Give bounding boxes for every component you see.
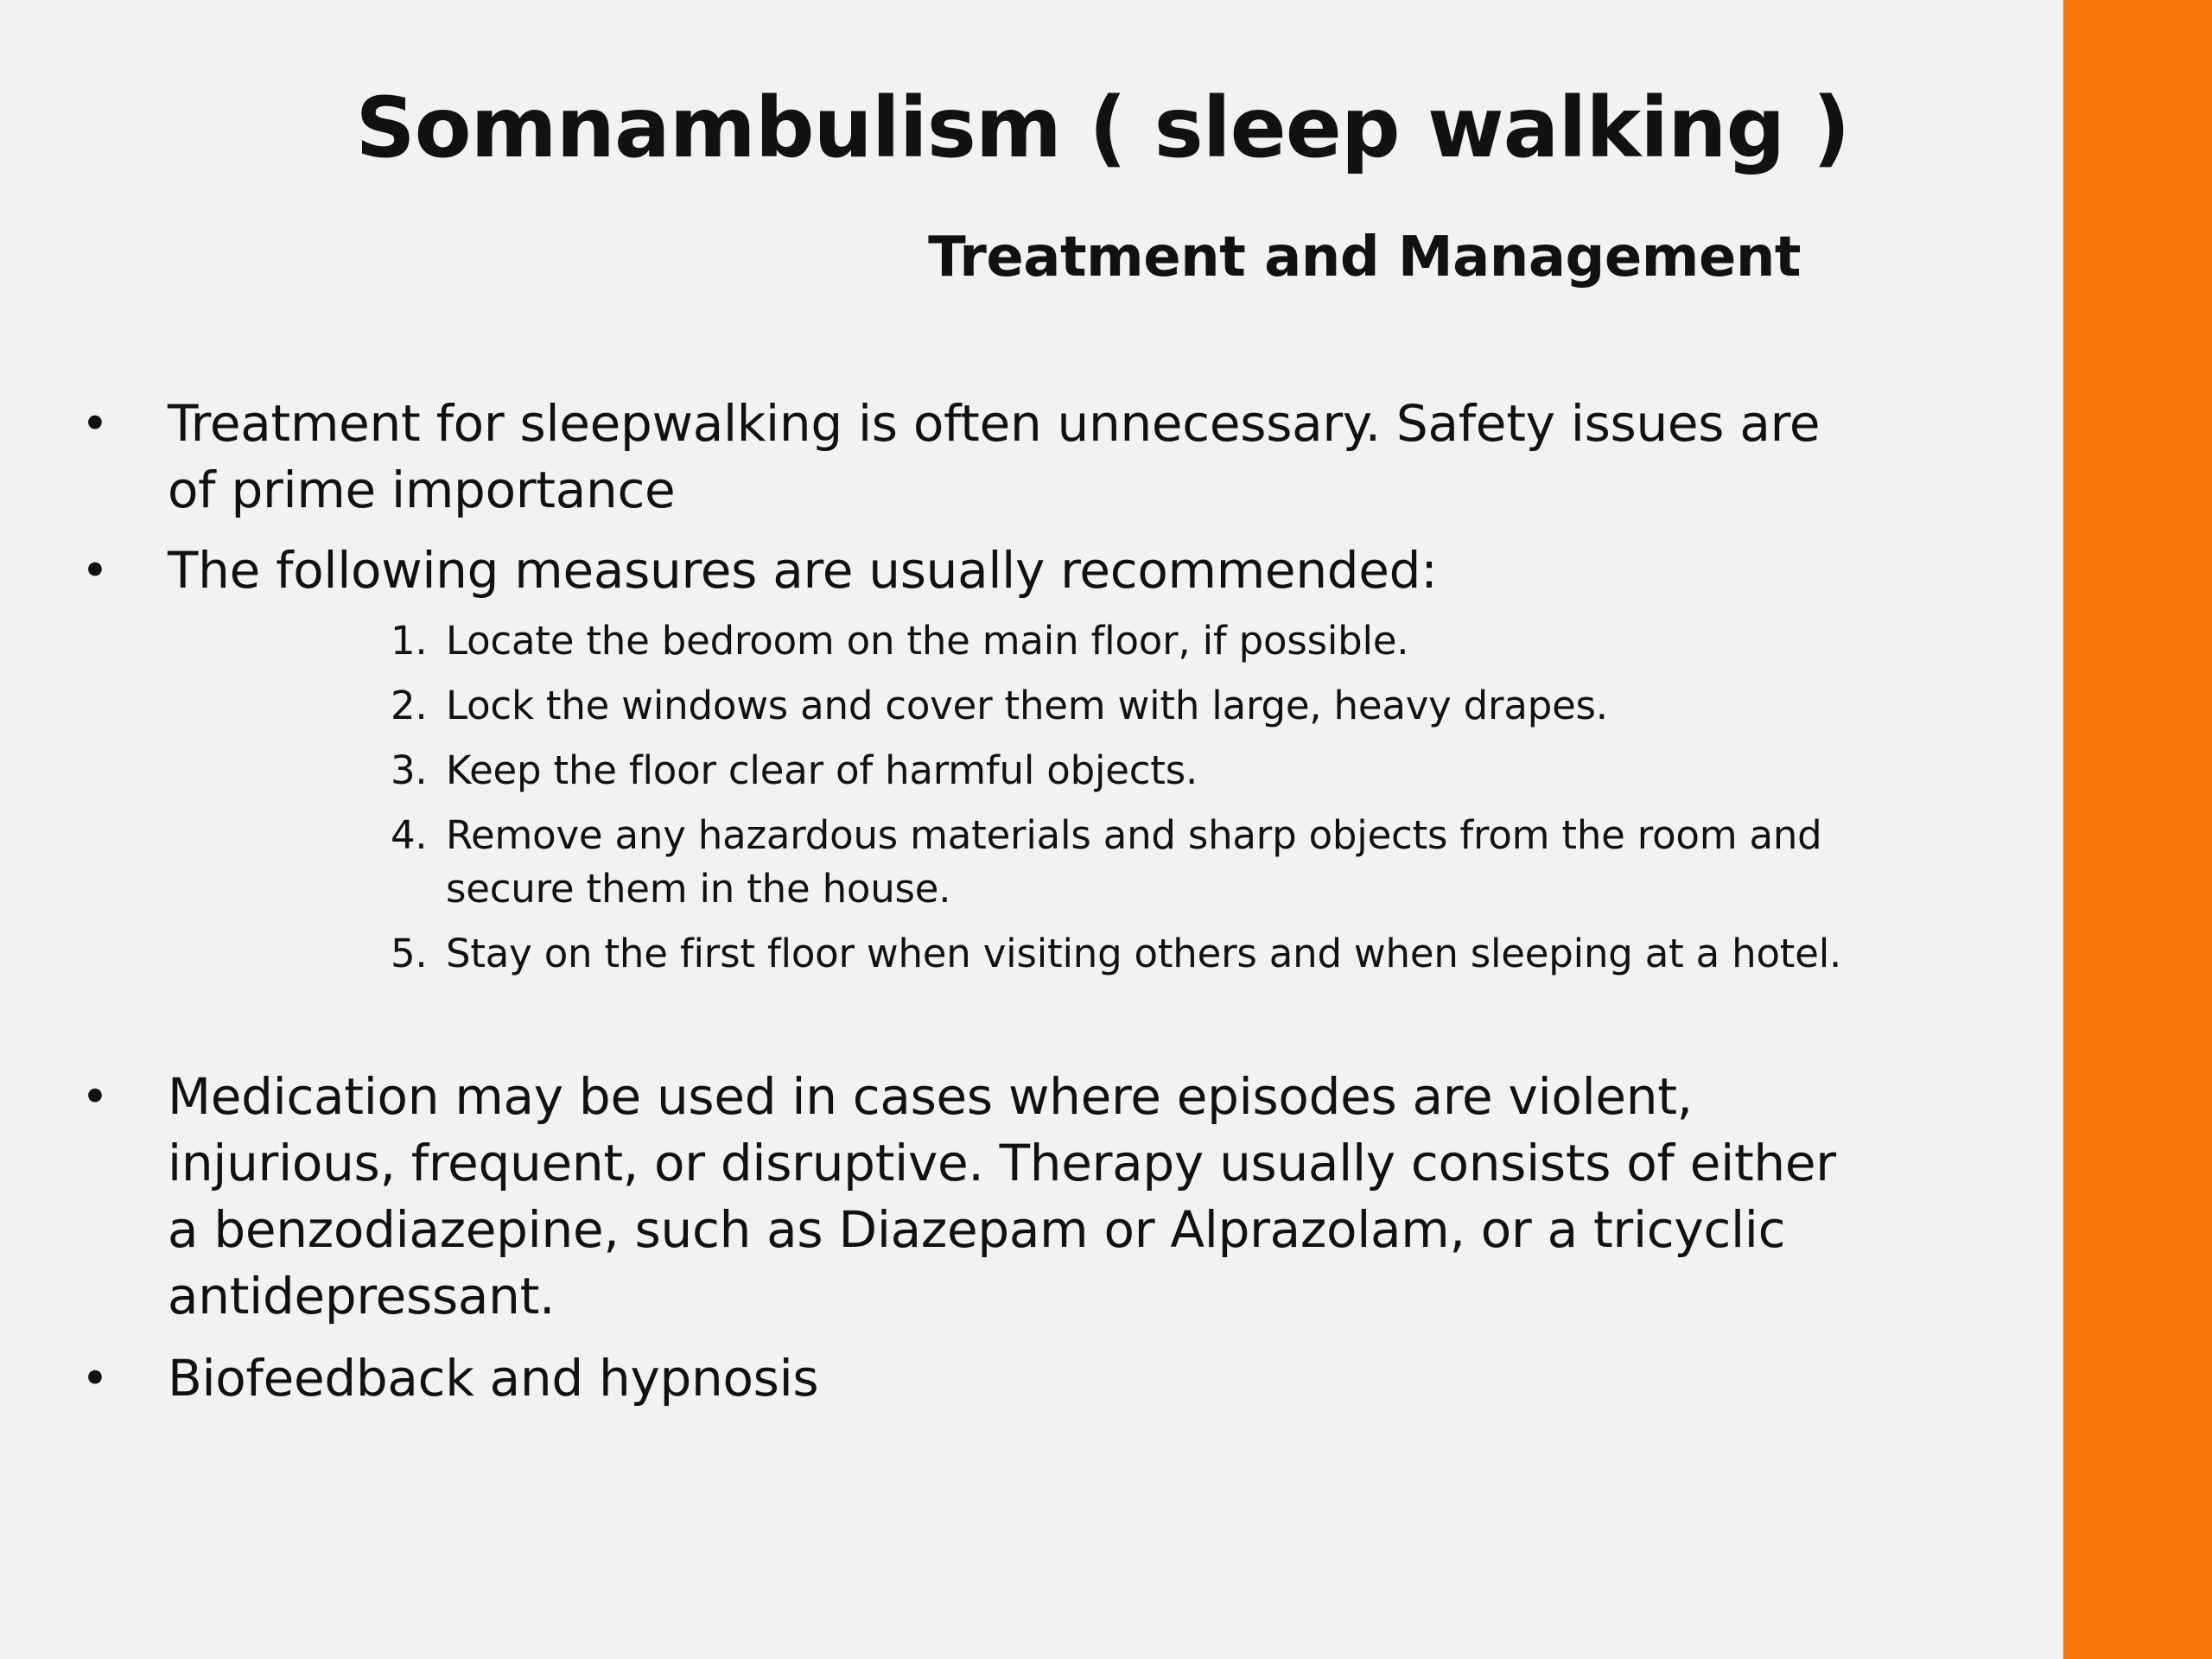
bullet-marker: • bbox=[81, 397, 109, 451]
slide-body bbox=[81, 391, 1861, 1412]
measure-number: 2. bbox=[391, 683, 428, 728]
measure-item bbox=[391, 614, 1861, 668]
measure-item bbox=[391, 809, 1861, 916]
measure-number: 3. bbox=[391, 747, 428, 793]
bullet-text: Medication may be used in cases where episodes are violent, injurious, frequent, or disruptive. Therapy usually consists of either a benzodiazepine, such as Diazepam or Alprazolam, or a tricyclic antidepressant. bbox=[168, 1067, 1836, 1325]
measure-item bbox=[391, 744, 1861, 798]
measure-text: Stay on the first floor when visiting others and when sleeping at a hotel. bbox=[446, 931, 1842, 976]
measure-item bbox=[391, 927, 1861, 981]
bullet-marker: • bbox=[81, 1070, 109, 1124]
bullet-marker: • bbox=[81, 1351, 109, 1406]
accent-bar bbox=[2063, 0, 2212, 1659]
slide-title-text: Somnambulism ( sleep walking ) bbox=[355, 79, 1850, 176]
measure-text: Remove any hazardous materials and sharp objects from the room and secure them in the house. bbox=[446, 812, 1822, 912]
bullet-item bbox=[81, 1064, 1861, 1330]
measures-list bbox=[168, 614, 1861, 981]
measure-item bbox=[391, 679, 1861, 733]
measure-number: 4. bbox=[391, 812, 428, 858]
bullet-text: Biofeedback and hypnosis bbox=[168, 1349, 819, 1408]
bullet-item bbox=[81, 537, 1861, 981]
measure-number: 1. bbox=[391, 618, 428, 664]
measure-number: 5. bbox=[391, 931, 428, 976]
measure-text: Lock the windows and cover them with large, heavy drapes. bbox=[446, 683, 1608, 728]
measure-text: Locate the bedroom on the main floor, if possible. bbox=[446, 618, 1409, 664]
slide-title bbox=[0, 76, 2212, 180]
bullet-item bbox=[81, 391, 1861, 524]
bullet-item bbox=[81, 1345, 1861, 1412]
measure-text: Keep the floor clear of harmful objects. bbox=[446, 747, 1198, 793]
bullet-marker: • bbox=[81, 543, 109, 598]
bullet-text: Treatment for sleepwalking is often unnecessary. Safety issues are of prime importance bbox=[168, 394, 1821, 519]
bullet-text: The following measures are usually recommended: bbox=[168, 541, 1438, 600]
slide-subtitle: Treatment and Management bbox=[928, 226, 1801, 289]
